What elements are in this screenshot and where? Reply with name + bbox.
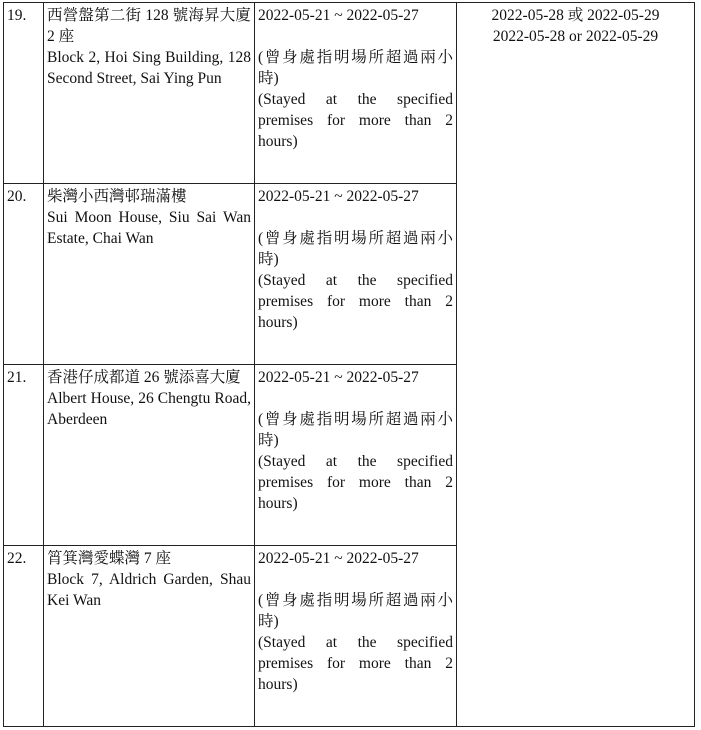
period-cell	[255, 3, 457, 184]
period-range: 2022-05-21 ~ 2022-05-27	[258, 7, 419, 24]
address-cell	[44, 3, 255, 184]
note-zh: (曾身處指明場所超過兩小時)	[258, 49, 453, 87]
period-range: 2022-05-21 ~ 2022-05-27	[258, 369, 419, 386]
period-cell	[255, 184, 457, 365]
row-number: 20.	[4, 184, 44, 365]
row-number: 21.	[4, 365, 44, 546]
address-zh: 筲箕灣愛蝶灣 7 座	[47, 550, 172, 567]
note-en: (Stayed at the specified premises for more than 2 hours)	[258, 272, 453, 331]
note-en: (Stayed at the specified premises for more than 2 hours)	[258, 91, 453, 150]
period-range: 2022-05-21 ~ 2022-05-27	[258, 188, 419, 205]
row-number: 19.	[4, 3, 44, 184]
note-en: (Stayed at the specified premises for more than 2 hours)	[258, 453, 453, 512]
specified-premises-table	[3, 2, 695, 727]
address-cell	[44, 546, 255, 727]
period-cell	[255, 365, 457, 546]
test-date-cell	[457, 3, 695, 727]
note-zh: (曾身處指明場所超過兩小時)	[258, 411, 453, 449]
note-zh: (曾身處指明場所超過兩小時)	[258, 592, 453, 630]
row-number: 22.	[4, 546, 44, 727]
address-en: Block 2, Hoi Sing Building, 128 Second Street, Sai Ying Pun	[47, 49, 251, 87]
address-en: Block 7, Aldrich Garden, Shau Kei Wan	[47, 571, 251, 609]
period-cell	[255, 546, 457, 727]
address-zh: 柴灣小西灣邨瑞滿樓	[47, 188, 187, 205]
note-zh: (曾身處指明場所超過兩小時)	[258, 230, 453, 268]
table-row	[4, 3, 695, 184]
period-range: 2022-05-21 ~ 2022-05-27	[258, 550, 419, 567]
test-date-en: 2022-05-28 or 2022-05-29	[492, 28, 659, 45]
address-cell	[44, 365, 255, 546]
address-cell	[44, 184, 255, 365]
address-zh: 西營盤第二街 128 號海昇大廈 2 座	[47, 7, 251, 45]
address-zh: 香港仔成都道 26 號添喜大廈	[47, 369, 241, 386]
address-en: Sui Moon House, Siu Sai Wan Estate, Chai Wan	[47, 209, 251, 247]
test-date-zh: 2022-05-28 或 2022-05-29	[491, 7, 660, 24]
note-en: (Stayed at the specified premises for more than 2 hours)	[258, 634, 453, 693]
address-en: Albert House, 26 Chengtu Road, Aberdeen	[47, 390, 251, 428]
